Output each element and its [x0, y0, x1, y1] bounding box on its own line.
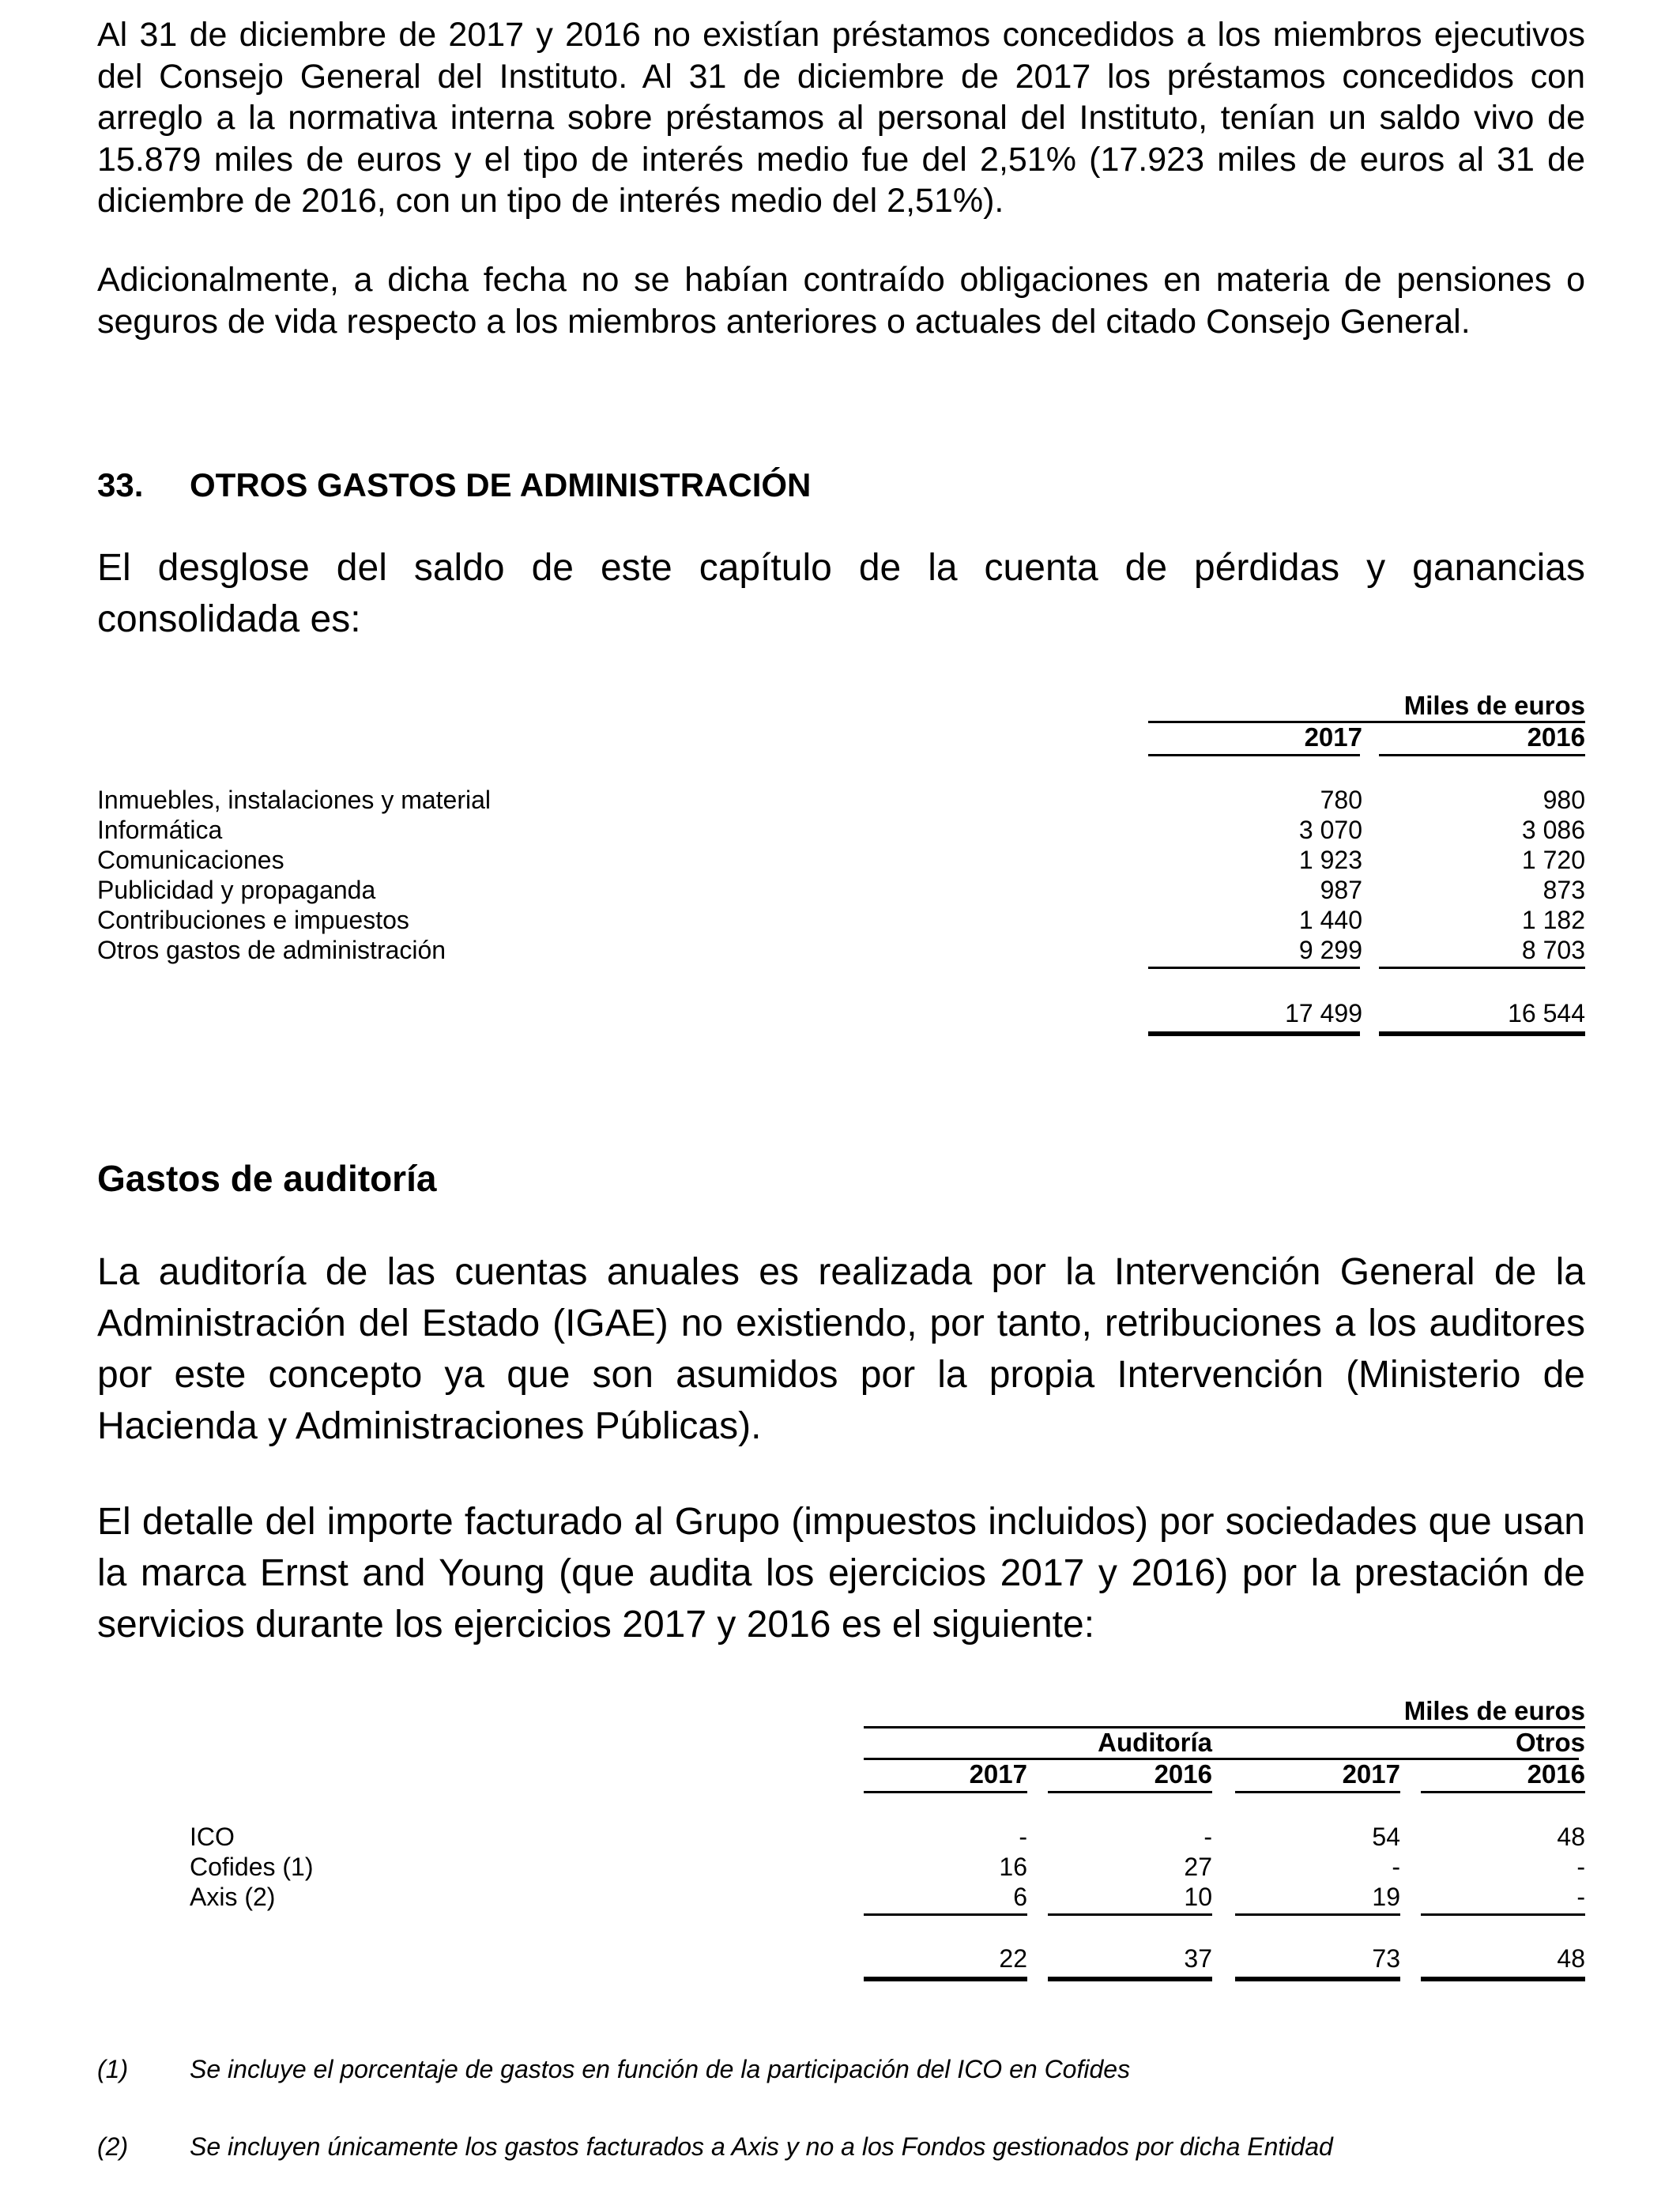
- table2-col-audit-2017: 2017: [969, 1759, 1027, 1789]
- row-value-2016: 980: [1543, 786, 1585, 814]
- table2-header-rule: [1048, 1791, 1212, 1793]
- table1-subtotal-rule-2017: [1148, 967, 1360, 969]
- row-value-2016: 3 086: [1521, 816, 1585, 844]
- row-value-2016: 8 703: [1521, 936, 1585, 964]
- intro-paragraph-2: Adicionalmente, a dicha fecha no se habían contraído obligaciones en materia de pensiones o seguros de vida respecto a los miembros anteriores o actuales del citado Consejo General.: [97, 261, 1585, 341]
- row-label: Otros gastos de administración: [97, 936, 446, 964]
- table2-header-rule: [1235, 1791, 1400, 1793]
- table1-col-2017: 2017: [1304, 722, 1362, 752]
- row-label: Comunicaciones: [97, 846, 284, 874]
- row-other-2016: -: [1576, 1853, 1585, 1881]
- table2-total-audit-2017: 22: [999, 1944, 1027, 1973]
- row-value-2017: 3 070: [1298, 816, 1362, 844]
- row-value-2016: 873: [1543, 876, 1585, 904]
- footnote-text: Se incluye el porcentaje de gastos en función de la participación del ICO en Cofides: [190, 2055, 1131, 2083]
- table2-total-rule: [1235, 1977, 1400, 1981]
- audit-heading: Gastos de auditoría: [97, 1158, 437, 1199]
- table1-col-2016: 2016: [1527, 722, 1585, 752]
- audit-paragraph-2: El detalle del importe facturado al Grupo (impuestos incluidos) por sociedades que usan la marca Ernst and Young (que audita los ejercicios 2017 y 2016) por la prestación de servicios durante los ejercicios 2017 y 2016 es el siguiente:: [97, 1501, 1585, 1646]
- row-label: Informática: [97, 816, 223, 844]
- row-label: ICO: [190, 1823, 235, 1851]
- row-value-2016: 1 182: [1521, 906, 1585, 934]
- table2-subtotal-rule: [1048, 1913, 1212, 1916]
- table2-total-audit-2016: 37: [1184, 1944, 1212, 1973]
- row-value-2017: 987: [1320, 876, 1362, 904]
- table2-total-other-2017: 73: [1372, 1944, 1400, 1973]
- table2-header-rule: [864, 1791, 1027, 1793]
- table2-subtotal-rule: [1421, 1913, 1585, 1916]
- table2-group-other: Otros: [1515, 1728, 1585, 1757]
- row-value-2017: 780: [1320, 786, 1362, 814]
- table2-total-other-2016: 48: [1557, 1944, 1585, 1973]
- table2-subtotal-rule: [864, 1913, 1027, 1916]
- row-audit-2017: 6: [1013, 1883, 1027, 1911]
- table1-header-rule-2017: [1148, 754, 1360, 756]
- row-value-2016: 1 720: [1521, 846, 1585, 874]
- row-audit-2016: -: [1203, 1823, 1212, 1851]
- table2-col-other-2017: 2017: [1342, 1759, 1400, 1789]
- table1-unit-rule: [1148, 721, 1585, 723]
- table2-col-audit-2016: 2016: [1154, 1759, 1212, 1789]
- row-label: Cofides (1): [190, 1853, 314, 1881]
- row-other-2016: 48: [1557, 1823, 1585, 1851]
- table2-unit-header: Miles de euros: [1403, 1696, 1585, 1725]
- table1-unit-header: Miles de euros: [1403, 691, 1585, 720]
- table1-subtotal-rule-2016: [1379, 967, 1585, 969]
- row-value-2017: 1 923: [1298, 846, 1362, 874]
- row-label: Inmuebles, instalaciones y material: [97, 786, 492, 814]
- section-title: OTROS GASTOS DE ADMINISTRACIÓN: [190, 466, 812, 503]
- row-audit-2016: 27: [1184, 1853, 1212, 1881]
- row-other-2017: 54: [1372, 1823, 1400, 1851]
- section-heading: [97, 466, 811, 504]
- table2-subtotal-rule: [1235, 1913, 1400, 1916]
- intro-paragraph-1: Al 31 de diciembre de 2017 y 2016 no existían préstamos concedidos a los miembros ejecutivos del Consejo General del Instituto. Al 31 de diciembre de 2017 los préstamos concedidos con arreglo a la normativa interna sobre préstamos al personal del Instituto, tenían un saldo vivo de 15.879 miles de euros y el tipo de interés medio fue del 2,51% (17.923 miles de euros al 31 de diciembre de 2016, con un tipo de interés medio del 2,51%).: [97, 16, 1585, 220]
- table2-header-rule: [1421, 1791, 1585, 1793]
- table2-col-other-2016: 2016: [1527, 1759, 1585, 1789]
- table2-unit-rule: [864, 1726, 1585, 1728]
- table1-total-rule-2017: [1148, 1031, 1360, 1036]
- row-other-2017: -: [1392, 1853, 1400, 1881]
- table1-total-rule-2016: [1379, 1031, 1585, 1036]
- footnote-text: Se incluyen únicamente los gastos facturados a Axis y no a los Fondos gestionados por dicha Entidad: [190, 2132, 1333, 2161]
- audit-paragraph-1: La auditoría de las cuentas anuales es realizada por la Intervención General de la Administración del Estado (IGAE) no existiendo, por tanto, retribuciones a los auditores por este concepto ya que son asumidos por la propia Intervención (Ministerio de Hacienda y Administraciones Públicas).: [97, 1251, 1585, 1447]
- table2-total-rule: [1421, 1977, 1585, 1981]
- table2-total-rule: [864, 1977, 1027, 1981]
- row-label: Contribuciones e impuestos: [97, 906, 409, 934]
- table1-total-2016: 16 544: [1508, 999, 1585, 1027]
- row-audit-2017: -: [1019, 1823, 1027, 1851]
- row-value-2017: 1 440: [1298, 906, 1362, 934]
- row-audit-2017: 16: [999, 1853, 1027, 1881]
- table1-header-rule-2016: [1379, 754, 1585, 756]
- footnote-mark: (2): [97, 2132, 129, 2161]
- table1-total-2017: 17 499: [1285, 999, 1362, 1027]
- row-label: Publicidad y propaganda: [97, 876, 376, 904]
- row-value-2017: 9 299: [1298, 936, 1362, 964]
- row-label: Axis (2): [190, 1883, 276, 1911]
- row-audit-2016: 10: [1184, 1883, 1212, 1911]
- table2-group-audit: Auditoría: [1098, 1728, 1212, 1757]
- section-intro-paragraph: El desglose del saldo de este capítulo de la cuenta de pérdidas y ganancias consolidada es:: [97, 547, 1585, 640]
- section-number: 33.: [97, 466, 144, 503]
- row-other-2016: -: [1576, 1883, 1585, 1911]
- row-other-2017: 19: [1372, 1883, 1400, 1911]
- table2-total-rule: [1048, 1977, 1212, 1981]
- footnote-mark: (1): [97, 2055, 129, 2083]
